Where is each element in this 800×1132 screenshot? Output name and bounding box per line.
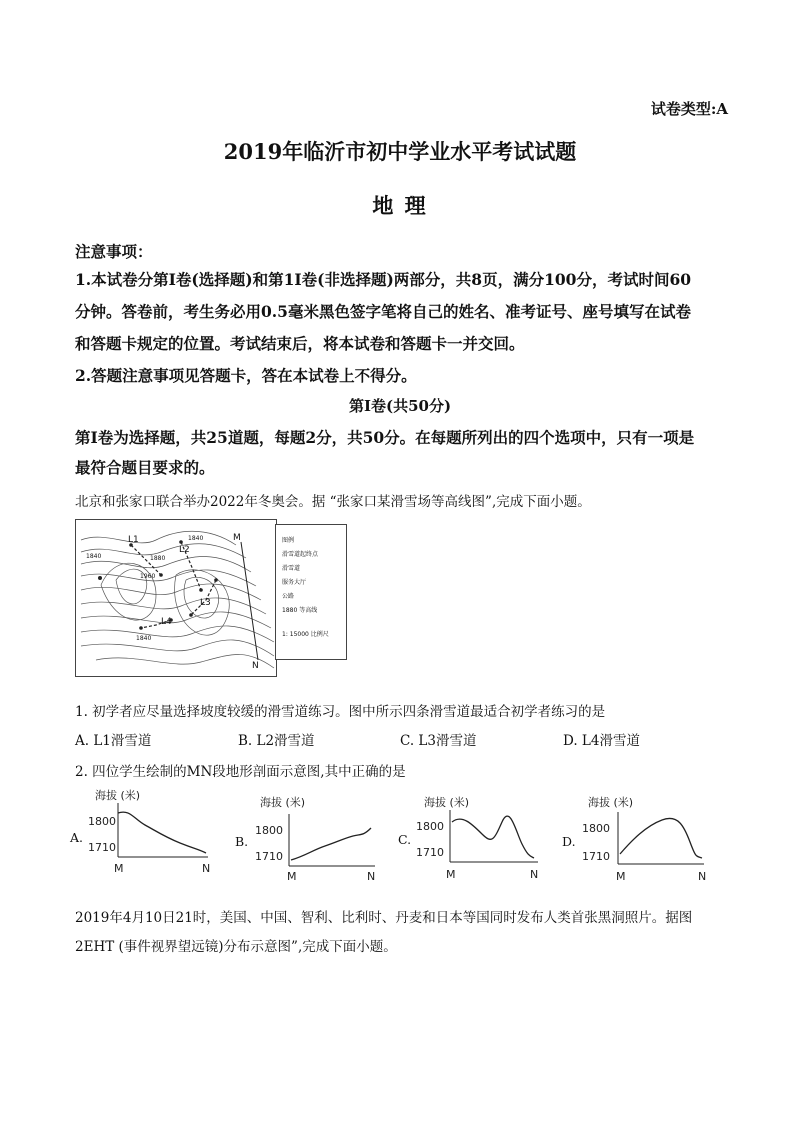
subject-title: 地 理 [372,193,428,218]
profile-x-start: M [114,862,124,875]
map-legend [275,524,347,660]
section-intro-line-2: 最符合题目要求的。 [75,458,215,477]
map-label-l3: L3 [200,598,211,608]
profile-ylabel: 海拔 (米) [95,789,141,802]
legend-item-road: 公路 [282,593,295,600]
legend-item-ski-run: 滑雪道 [282,565,301,572]
contour-map [75,519,277,677]
profile-y-low: 1710 [582,850,610,863]
profile-option-d[interactable] [562,792,712,887]
profile-curve [235,792,385,887]
legend-contour-sample: 1880 [282,607,298,614]
profile-ylabel: 海拔 (米) [424,796,470,809]
q1-stem: 1. 初学者应尽量选择坡度较缓的滑雪道练习。图中所示四条滑雪道最适合初学者练习的是 [75,704,606,720]
notes-line-2: 分钟。答卷前，考生务必用0.5毫米黑色签字笔将自己的姓名、准考证号、座号填写在试卷 [75,302,691,321]
map-contour-value: 1840 [136,635,152,642]
profile-letter: A. [70,830,84,845]
profile-y-low: 1710 [255,850,283,863]
profile-x-start: M [287,870,297,883]
paper-type-label: 试卷类型:A [650,100,728,118]
legend-item-contour: 等高线 [299,607,318,614]
notes-line-4: 2.答题注意事项见答题卡，答在本试卷上不得分。 [75,366,417,385]
notes-line-3: 和答题卡规定的位置。考试结束后，将本试卷和答题卡一并交回。 [75,334,525,353]
section-title: 第Ⅰ卷(共50分) [348,397,452,415]
q1-option-b[interactable]: B. L2滑雪道 [238,733,315,749]
map-label-l2: L2 [179,545,190,555]
map-contour-value: 1960 [140,573,156,580]
map-label-n: N [252,661,259,671]
profile-x-end: N [367,870,376,883]
legend-item-service-hall: 服务大厅 [282,579,307,586]
section-intro-line-1: 第Ⅰ卷为选择题，共25道题，每题2分，共50分。在每题所列出的四个选项中，只有一项是 [75,428,695,447]
profile-letter: B. [235,834,249,849]
profile-option-c[interactable] [398,792,548,887]
profile-letter: D. [562,834,576,849]
exam-title: 2019年临沂市初中学业水平考试试题 [223,139,577,164]
profile-y-high: 1800 [255,824,283,837]
map-contour-value: 1880 [150,555,166,562]
notes-heading: 注意事项： [75,242,153,261]
profile-y-high: 1800 [88,815,116,828]
legend-item-start-end: 滑雪道起终点 [282,551,319,558]
profile-x-start: M [446,868,456,881]
map-label-l4: L4 [161,617,172,627]
q1-option-a[interactable]: A. L1滑雪道 [75,733,152,749]
profile-option-a[interactable] [70,785,220,880]
profile-x-end: N [698,870,707,883]
passage-2-line-1: 2019年4月10日21时，美国、中国、智利、比利时、丹麦和日本等国同时发布人类首张黑洞照片。据图 [75,910,693,926]
profile-letter: C. [398,832,412,847]
profile-y-high: 1800 [416,820,444,833]
profile-y-low: 1710 [416,846,444,859]
q2-stem: 2. 四位学生绘制的MN段地形剖面示意图,其中正确的是 [75,764,406,780]
map-label-l1: L1 [128,535,139,545]
contour-lines [76,520,276,676]
q1-option-d[interactable]: D. L4滑雪道 [563,733,640,749]
q1-option-c[interactable]: C. L3滑雪道 [400,733,477,749]
map-label-m: M [233,533,241,543]
profile-ylabel: 海拔 (米) [260,796,306,809]
profile-x-end: N [202,862,211,875]
legend-title: 图例 [282,537,295,544]
profile-y-low: 1710 [88,841,116,854]
profile-x-start: M [616,870,626,883]
passage-1: 北京和张家口联合举办2022年冬奥会。据 “张家口某滑雪场等高线图”,完成下面小题。 [75,494,591,510]
profile-curve [562,792,712,887]
passage-2-line-2: 2EHT (事件视界望远镜)分布示意图”,完成下面小题。 [75,939,397,955]
profile-curve [398,792,548,887]
legend-scale: 1: 15000 比例尺 [282,631,329,638]
profile-option-b[interactable] [235,792,385,887]
map-contour-value: 1840 [188,535,204,542]
profile-curve [70,785,220,880]
profile-ylabel: 海拔 (米) [588,796,634,809]
profile-y-high: 1800 [582,822,610,835]
notes-line-1: 1.本试卷分第Ⅰ卷(选择题)和第1I卷(非选择题)两部分，共8页，满分100分，考试时间60 [75,270,692,289]
profile-x-end: N [530,868,539,881]
map-contour-value: 1840 [86,553,102,560]
